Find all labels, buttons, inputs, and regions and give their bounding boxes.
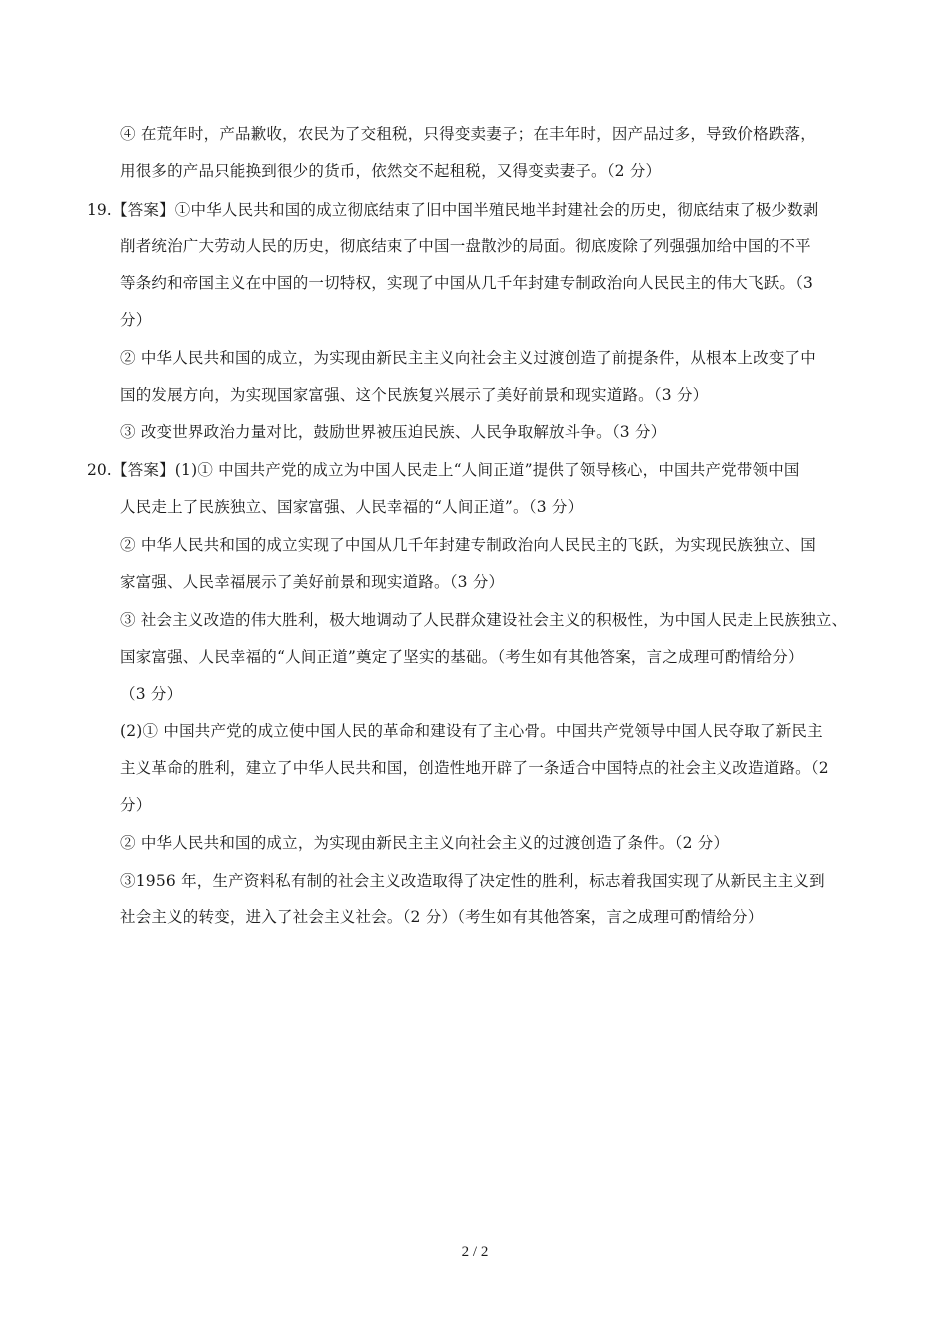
q18-line-2: 用很多的产品只能换到很少的货币，依然交不起租税，又得变卖妻子。（2 分） [120, 162, 662, 180]
q20-line-13: 社会主义的转变，进入了社会主义社会。（2 分）（考生如有其他答案，言之成理可酌情给分） [120, 908, 764, 926]
q19-line-1: 【答案】①中华人民共和国的成立彻底结束了旧中国半殖民地半封建社会的历史，彻底结束了极少数剥 [112, 201, 819, 219]
q20-line-5: ③ 社会主义改造的伟大胜利，极大地调动了人民群众建设社会主义的积极性，为中国人民走上民族独立、 [120, 611, 848, 629]
q20-line-7: （3 分） [120, 685, 183, 703]
q19-number: 19. [87, 201, 112, 219]
q20-line-12: ③1956 年，生产资料私有制的社会主义改造取得了决定性的胜利，标志着我国实现了从新民主主义到 [120, 872, 825, 890]
q19-line-4: 分） [120, 311, 152, 329]
q20-line-1: 【答案】(1)① 中国共产党的成立为中国人民走上“人间正道”提供了领导核心，中国共产党带领中国 [112, 461, 800, 479]
q18-line-1: ④ 在荒年时，产品歉收，农民为了交租税，只得变卖妻子；在丰年时，因产品过多，导致价格跌落， [120, 125, 816, 143]
q20-line-9: 主义革命的胜利，建立了中华人民共和国，创造性地开辟了一条适合中国特点的社会主义改造道路。（2 [120, 759, 829, 777]
q19-line-7: ③ 改变世界政治力量对比，鼓励世界被压迫民族、人民争取解放斗争。（3 分） [120, 423, 667, 441]
q20-line-6: 国家富强、人民幸福的“人间正道”奠定了坚实的基础。（考生如有其他答案，言之成理可酌情给分） [120, 648, 804, 666]
q19-line-5: ② 中华人民共和国的成立，为实现由新民主主义向社会主义过渡创造了前提条件，从根本上改变了中 [120, 349, 816, 367]
q19-line-2: 削者统治广大劳动人民的历史，彻底结束了中国一盘散沙的局面。彻底废除了列强强加给中国的不平 [120, 237, 811, 255]
q19-line-3: 等条约和帝国主义在中国的一切特权，实现了中国从几千年封建专制政治向人民民主的伟大飞跃。（3 [120, 274, 814, 292]
q20-line-4: 家富强、人民幸福展示了美好前景和现实道路。（3 分） [120, 573, 505, 591]
q20-line-3: ② 中华人民共和国的成立实现了中国从几千年封建专制政治向人民民主的飞跃，为实现民族独立、国 [120, 536, 816, 554]
page-number: 2 / 2 [461, 1244, 489, 1260]
q20-line-11: ② 中华人民共和国的成立，为实现由新民主主义向社会主义的过渡创造了条件。（2 分） [120, 834, 730, 852]
q20-number: 20. [87, 461, 112, 479]
q20-line-10: 分） [120, 796, 152, 814]
q20-line-8: (2)① 中国共产党的成立使中国人民的革命和建设有了主心骨。中国共产党领导中国人民夺取了新民主 [120, 722, 823, 740]
q20-line-2: 人民走上了民族独立、国家富强、人民幸福的“人间正道”。（3 分） [120, 498, 584, 516]
q19-line-6: 国的发展方向，为实现国家富强、这个民族复兴展示了美好前景和现实道路。（3 分） [120, 386, 709, 404]
